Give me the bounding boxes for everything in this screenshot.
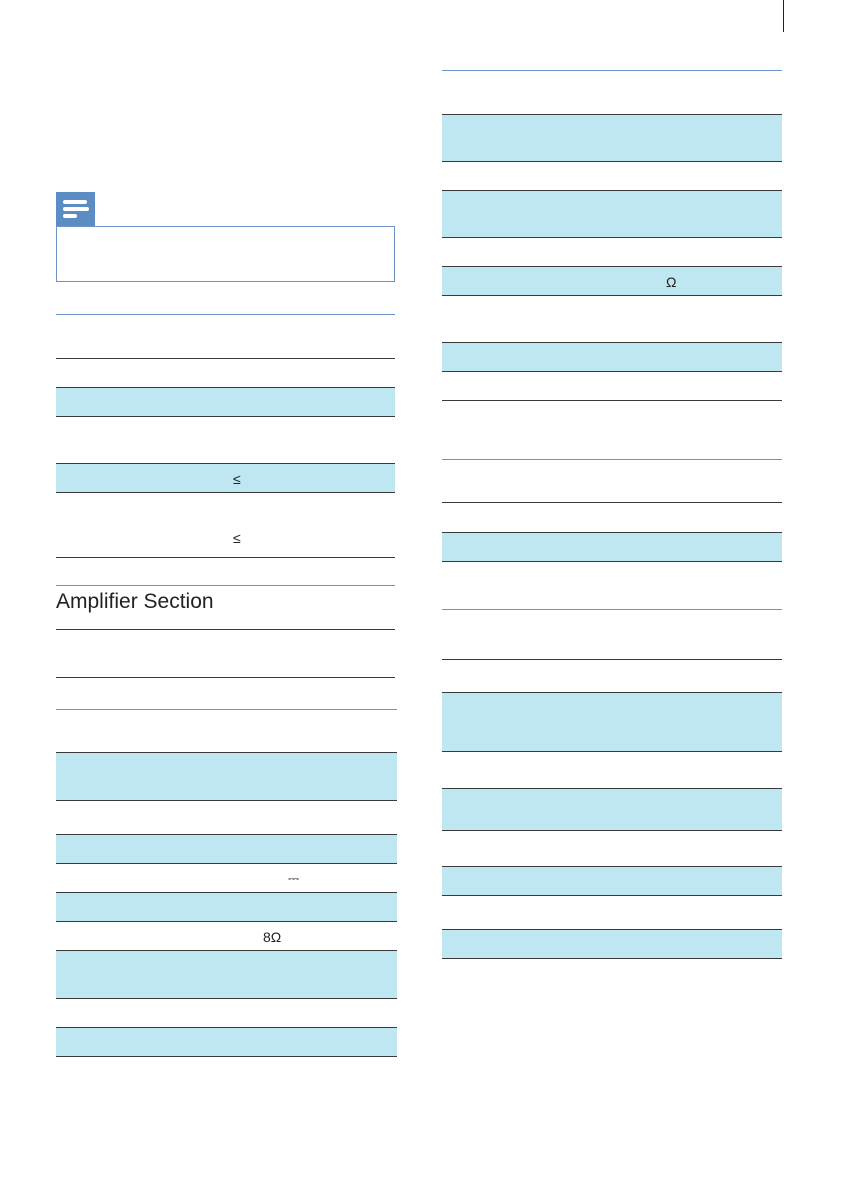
table-row [442, 267, 782, 296]
table-row [56, 835, 397, 864]
note-icon [56, 192, 95, 226]
spec-table-left-1 [56, 314, 395, 558]
table-row [56, 359, 395, 388]
table-row [442, 191, 782, 238]
table-row [56, 710, 397, 753]
table-row [56, 315, 395, 359]
table-row [56, 417, 395, 464]
spec-table-left-2 [56, 629, 395, 678]
table-row [442, 296, 782, 343]
table-row [442, 115, 782, 162]
table-row [442, 789, 782, 831]
table-row [442, 693, 782, 752]
table-row [56, 630, 395, 678]
table-row [56, 999, 397, 1028]
spec-table-right-2 [442, 459, 782, 562]
table-row [442, 343, 782, 372]
table-row [442, 533, 782, 562]
section-title: Amplifier Section [56, 590, 214, 613]
table-row [442, 660, 782, 693]
table-row [442, 503, 782, 533]
dc-symbol: ⎓ [288, 870, 300, 886]
ohm-symbol: Ω [666, 274, 677, 290]
table-row [442, 238, 782, 267]
table-row [56, 801, 397, 835]
page-edge-line [783, 0, 784, 32]
table-row [442, 71, 782, 115]
table-row [56, 493, 395, 558]
table-row [442, 831, 782, 867]
table-row [442, 896, 782, 930]
table-row [442, 460, 782, 503]
table-row [442, 867, 782, 896]
table-row [56, 388, 395, 417]
table-row [56, 753, 397, 801]
spec-table-left-3 [56, 709, 397, 1057]
spec-table-right-3 [442, 609, 782, 959]
table-row [442, 930, 782, 959]
table-row [56, 922, 397, 951]
spec-table-right-1 [442, 70, 782, 403]
amplifier-section-rule [56, 585, 395, 586]
table-row [442, 752, 782, 789]
note-box [56, 226, 395, 282]
less-equal-symbol: ≤ [233, 471, 241, 487]
less-equal-symbol: ≤ [233, 530, 241, 546]
table-row [442, 610, 782, 660]
table-row [56, 893, 397, 922]
table-row [442, 372, 782, 401]
table-row [56, 864, 397, 893]
table-row [442, 162, 782, 191]
table-row [56, 1028, 397, 1057]
ohm-symbol: 8Ω [263, 929, 282, 945]
table-row [56, 464, 395, 493]
table-row [56, 951, 397, 999]
